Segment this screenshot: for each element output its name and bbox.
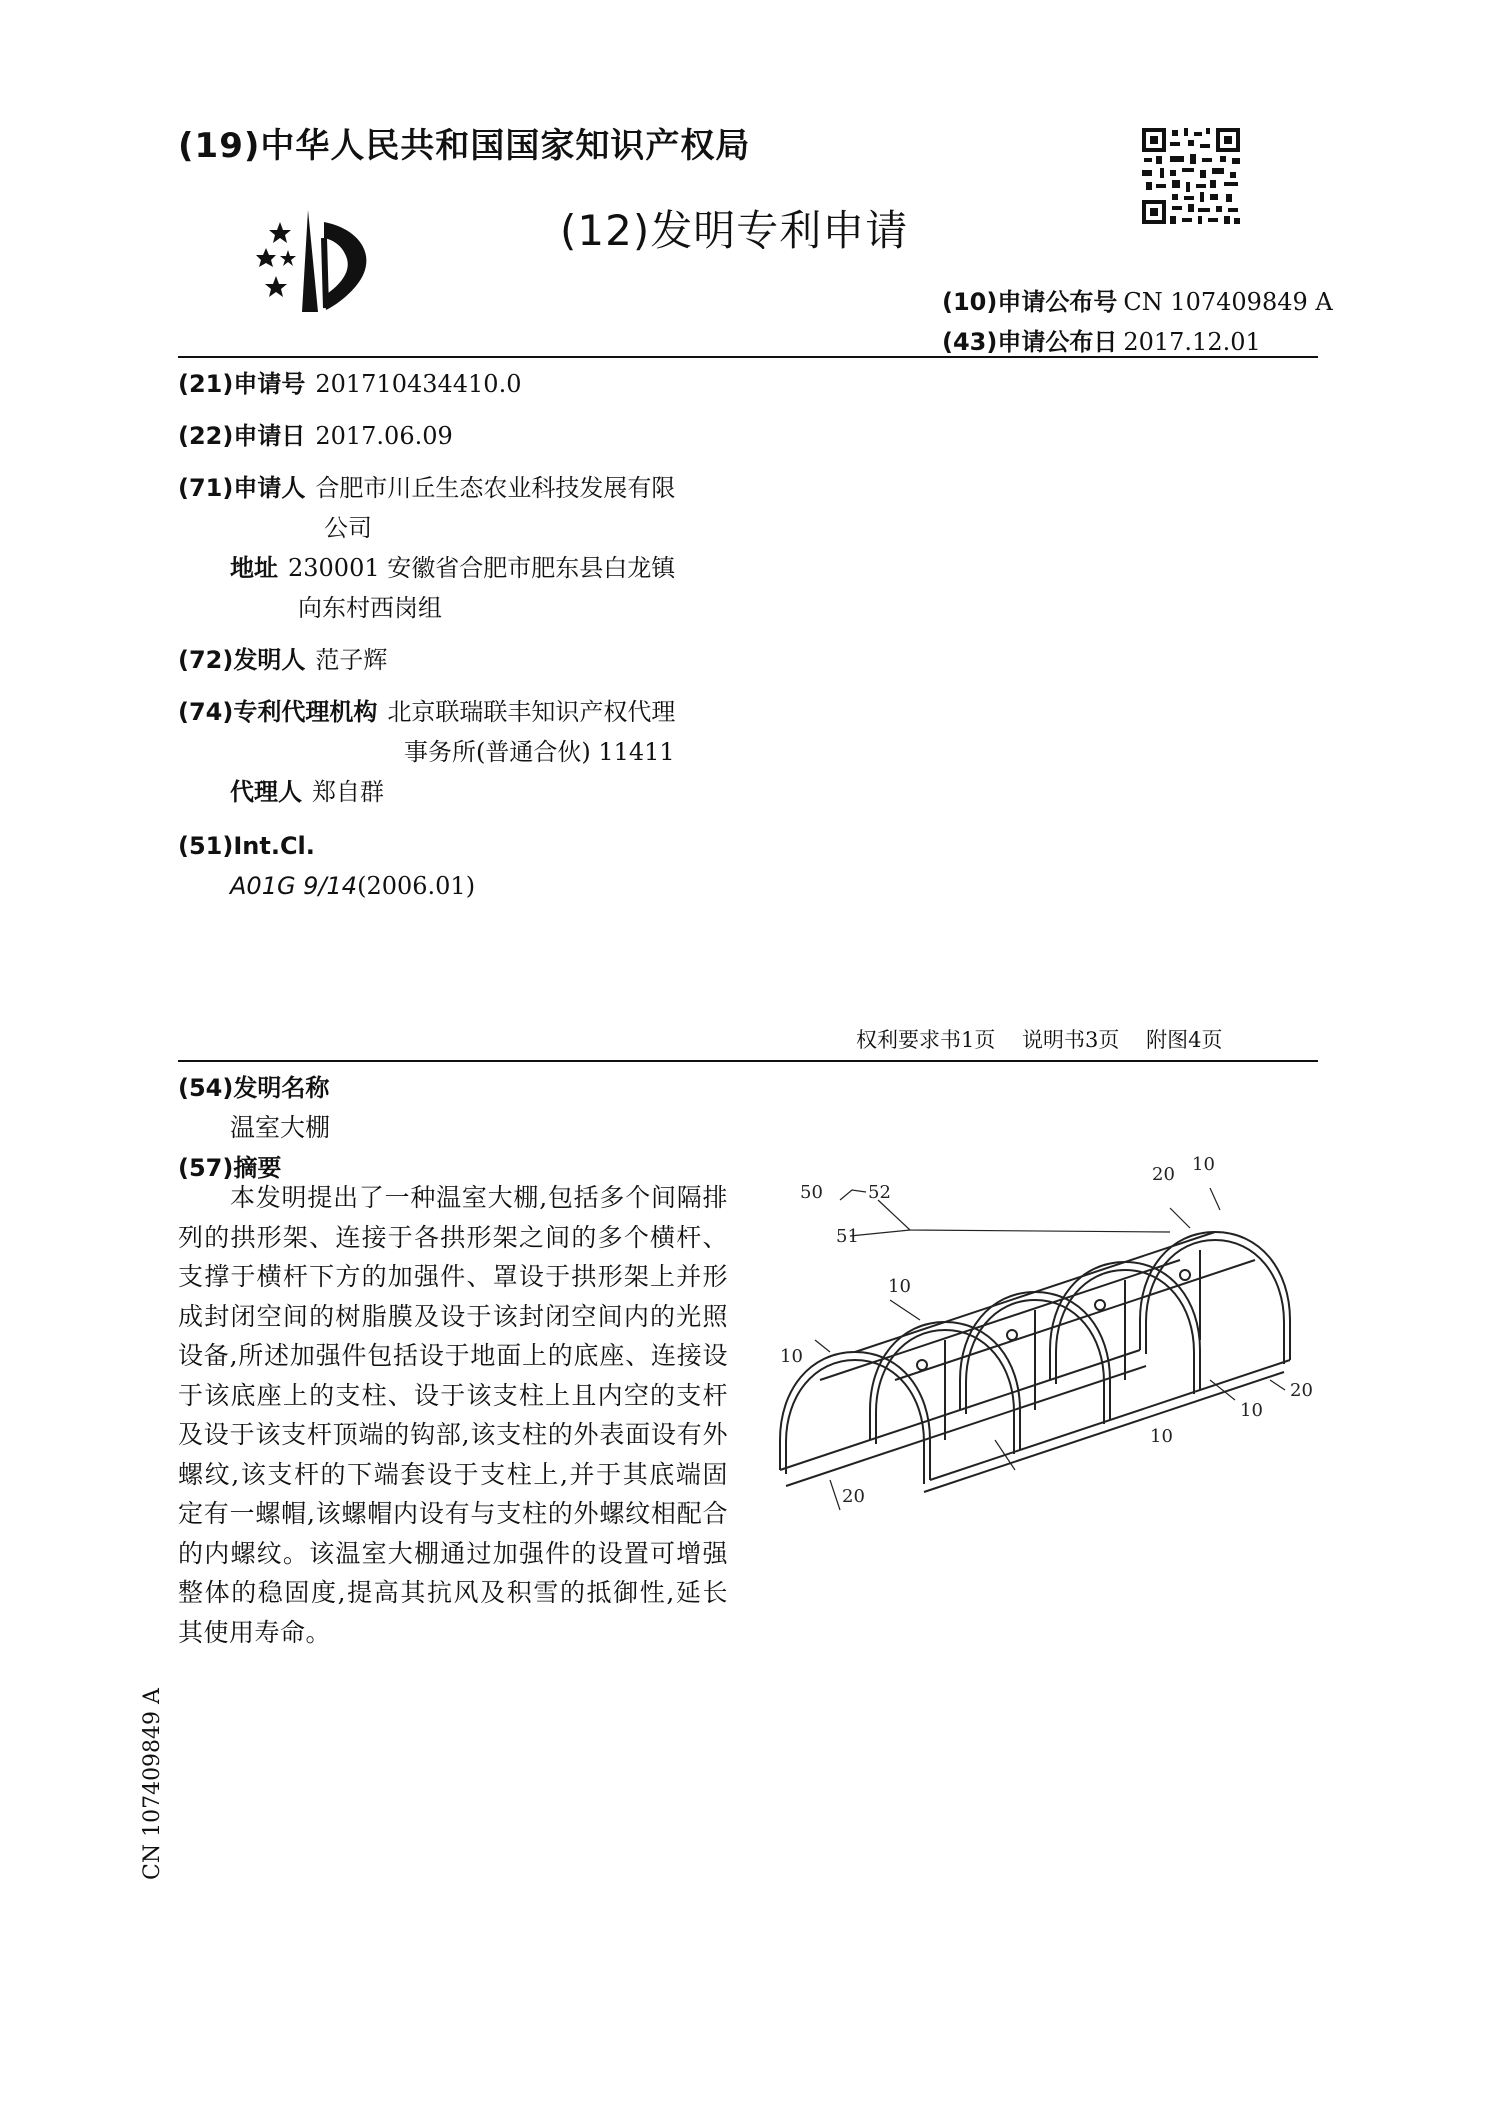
applicant-value-line2: 公司 [324,514,372,542]
publication-date-row [942,322,1261,357]
abstract-text: 本发明提出了一种温室大棚,包括多个间隔排列的拱形架、连接于各拱形架之间的多个横杆、支撑于横杆下方的加强件、罩设于拱形架上并形成封闭空间的树脂膜及设于该封闭空间内的光照设备,所述加强件包括设于地面上的底座、连接设于该底座上的支柱、设于该支柱上且内空的支杆及设于该支杆顶端的钩部,该支柱的外表面设有外螺纹,该支杆的下端套设于支柱上,并于其底端固定有一螺帽,该螺帽内设有与支柱的外螺纹相配合的内螺纹。该温室大棚通过加强件的设置可增强整体的稳固度,提高其抗风及积雪的抵御性,延长其使用寿命。 [178,1183,728,1647]
cnipa-logo [246,200,386,320]
publication-number-label: (10)申请公布号 [942,288,1118,316]
applicant-label: (71)申请人 [178,474,306,502]
address-row [230,548,675,589]
invention-title: 温室大棚 [230,1113,331,1142]
address-value-line2: 向东村西岗组 [298,594,442,622]
fig-label-10-bottom: 10 [1150,1426,1173,1447]
document-type: (12)发明专利申请 [560,206,909,255]
ipc-version: (2006.01) [357,872,476,900]
address-label: 地址 [230,554,278,582]
qr-code [1140,126,1242,226]
application-date-row [178,416,453,457]
applicant-row [178,468,675,509]
greenhouse-figure [770,1140,1330,1520]
fig-label-10-right: 10 [1240,1400,1263,1421]
publication-number-value: CN 107409849 A [1123,288,1333,316]
publication-date-label: (43)申请公布日 [942,328,1118,356]
greenhouse-drawing [770,1140,1330,1520]
office-name: (19)中华人民共和国国家知识产权局 [178,126,751,166]
publication-number-row [942,282,1333,317]
pages-info: 权利要求书1页 说明书3页 附图4页 [856,1028,1223,1052]
applicant-value-line1: 合肥市川丘生态农业科技发展有限 [315,474,676,502]
publication-date-value: 2017.12.01 [1123,328,1261,356]
application-number-value: 201710434410.0 [315,370,522,398]
agent-value: 郑自群 [312,778,384,806]
ipc-label: (51)Int.Cl. [178,832,315,860]
pages-divider [178,1060,1318,1062]
inventor-value: 范子辉 [315,646,388,674]
fig-label-20-top: 20 [1152,1164,1175,1185]
agent-label: 代理人 [230,778,302,806]
ipc-code: A01G 9/14 [230,872,358,900]
agency-label: (74)专利代理机构 [178,698,378,726]
fig-label-51: 51 [836,1226,859,1247]
application-number-label: (21)申请号 [178,370,306,398]
title-label: (54)发明名称 [178,1074,330,1102]
fig-label-52: 52 [868,1182,891,1203]
ipc-code-row [230,866,475,907]
ipc-row [178,826,315,867]
inventor-label: (72)发明人 [178,646,306,674]
agency-value-line1: 北京联瑞联丰知识产权代理 [387,698,676,726]
fig-label-10-top: 10 [1192,1154,1215,1175]
fig-label-50: 50 [800,1182,823,1203]
agency-value-line2: 事务所(普通合伙) 11411 [404,738,675,766]
address-value-line1: 230001 安徽省合肥市肥东县白龙镇 [288,554,676,582]
fig-label-20-bottom: 20 [842,1486,865,1507]
fig-label-10-left: 10 [780,1346,803,1367]
application-date-value: 2017.06.09 [315,422,453,450]
agent-row [230,772,384,813]
application-date-label: (22)申请日 [178,422,306,450]
side-publication-number: CN 107409849 A [140,1688,165,1880]
abstract-label: (57)摘要 [178,1154,282,1182]
fig-label-20-right: 20 [1290,1380,1313,1401]
agency-row [178,692,675,733]
inventor-row [178,640,387,681]
application-number-row [178,364,521,405]
header-divider [178,356,1318,358]
fig-label-10-mid: 10 [888,1276,911,1297]
